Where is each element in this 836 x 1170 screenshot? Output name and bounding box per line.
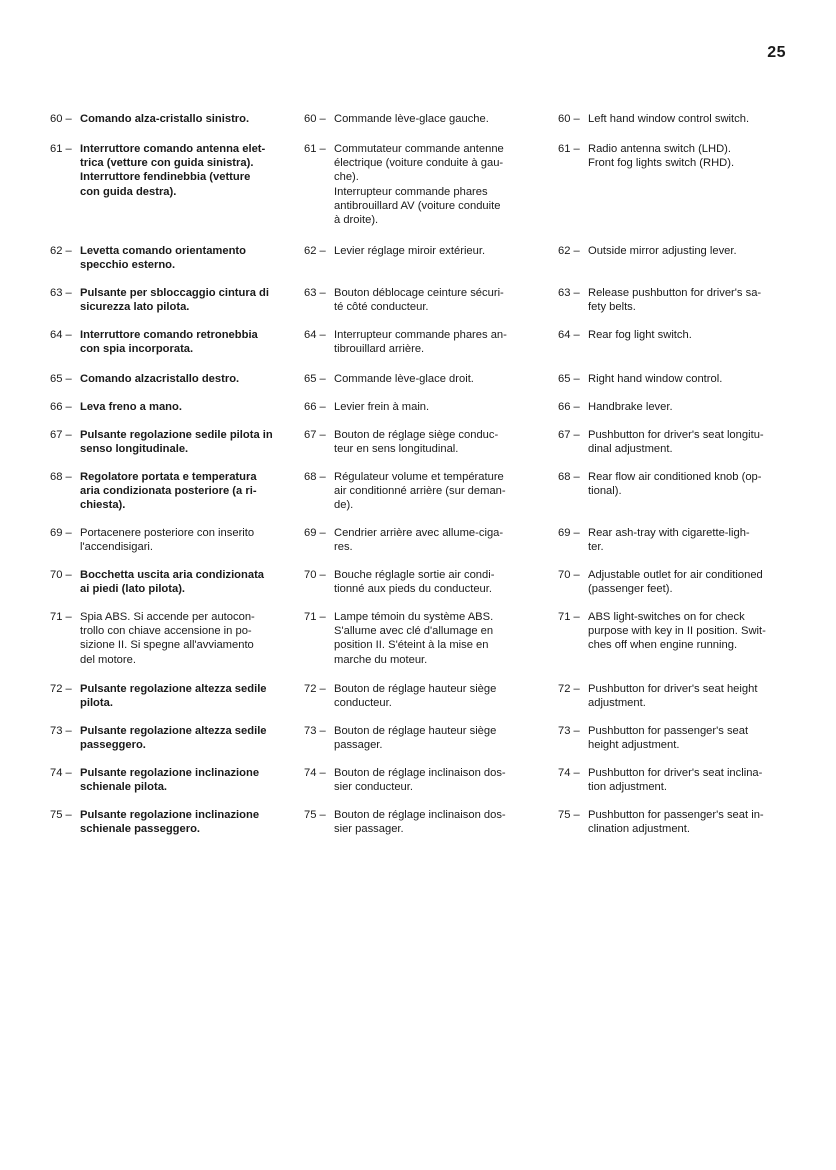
- item-number: 70 –: [558, 569, 580, 581]
- italian-legend-item: [50, 610, 278, 667]
- italian-legend-item: [50, 142, 278, 199]
- item-number: 70 –: [50, 569, 72, 581]
- item-number: 61 –: [50, 143, 72, 155]
- item-description: Portacenere posteriore con inserito l'accendisigari.: [80, 527, 255, 554]
- item-description: Bouton déblocage ceinture sécuri- té côté conducteur.: [334, 287, 504, 314]
- item-description: Pulsante regolazione sedile pilota in senso longitudinale.: [80, 429, 273, 456]
- item-number: 75 –: [558, 809, 580, 821]
- item-description: Cendrier arrière avec allume-ciga- res.: [334, 527, 504, 554]
- item-number: 62 –: [50, 245, 72, 257]
- french-legend-item: [304, 610, 532, 667]
- item-description: Regolatore portata e temperatura aria condizionata posteriore (a ri- chiesta).: [80, 471, 257, 512]
- item-number: 73 –: [558, 725, 580, 737]
- item-number: 74 –: [558, 767, 580, 779]
- item-number: 72 –: [558, 683, 580, 695]
- item-description: Comando alza-cristallo sinistro.: [80, 113, 250, 125]
- item-description: Adjustable outlet for air conditioned (passenger feet).: [588, 569, 763, 596]
- item-description: Interruttore comando antenna elet- trica (vetture con guida sinistra). Interruttore fendinebbia (vetture con guida destra).: [80, 143, 266, 198]
- item-description: Rear ash-tray with cigarette-ligh- ter.: [588, 527, 750, 554]
- english-legend-item: [558, 470, 790, 498]
- item-number: 69 –: [558, 527, 580, 539]
- item-description: Commutateur commande antenne électrique (voiture conduite à gau- che). Interrupteur commande phares antibrouillard AV (voiture conduite à droite).: [334, 143, 504, 227]
- english-legend-item: [558, 724, 790, 752]
- italian-legend-item: [50, 400, 278, 414]
- item-description: Pulsante regolazione altezza sedile passeggero.: [80, 725, 267, 752]
- item-description: Bouton de réglage siège conduc- teur en sens longitudinal.: [334, 429, 499, 456]
- item-number: 71 –: [558, 611, 580, 623]
- item-number: 74 –: [304, 767, 326, 779]
- item-number: 65 –: [304, 373, 326, 385]
- item-number: 62 –: [558, 245, 580, 257]
- item-description: Pushbutton for driver's seat longitu- dinal adjustment.: [588, 429, 764, 456]
- item-number: 65 –: [558, 373, 580, 385]
- item-description: Right hand window control.: [588, 373, 723, 385]
- item-number: 71 –: [304, 611, 326, 623]
- item-number: 66 –: [558, 401, 580, 413]
- italian-legend-item: [50, 766, 278, 794]
- english-legend-item: [558, 610, 790, 653]
- item-number: 60 –: [558, 113, 580, 125]
- item-description: Interruttore comando retronebbia con spia incorporata.: [80, 329, 258, 356]
- item-description: Release pushbutton for driver's sa- fety belts.: [588, 287, 762, 314]
- french-legend-item: [304, 328, 532, 356]
- item-description: Lampe témoin du système ABS. S'allume avec clé d'allumage en position II. S'éteint à la mise en marche du moteur.: [334, 611, 494, 666]
- french-legend-item: [304, 142, 532, 227]
- french-legend-item: [304, 112, 532, 126]
- item-number: 74 –: [50, 767, 72, 779]
- item-number: 66 –: [50, 401, 72, 413]
- item-number: 69 –: [304, 527, 326, 539]
- item-number: 61 –: [304, 143, 326, 155]
- item-description: Bouche réglagle sortie air condi- tionné aux pieds du conducteur.: [334, 569, 495, 596]
- item-number: 60 –: [50, 113, 72, 125]
- item-description: Pushbutton for driver's seat inclina- tion adjustment.: [588, 767, 763, 794]
- item-description: Pulsante regolazione altezza sedile pilota.: [80, 683, 267, 710]
- english-legend-item: [558, 400, 790, 414]
- item-number: 71 –: [50, 611, 72, 623]
- french-legend-item: [304, 428, 532, 456]
- french-legend-item: [304, 808, 532, 836]
- item-description: Pushbutton for passenger's seat height adjustment.: [588, 725, 749, 752]
- item-number: 75 –: [50, 809, 72, 821]
- item-description: Bouton de réglage inclinaison dos- sier passager.: [334, 809, 506, 836]
- item-description: Levier réglage miroir extérieur.: [334, 245, 486, 257]
- italian-legend-item: [50, 112, 278, 126]
- item-description: Rear flow air conditioned knob (op- tional).: [588, 471, 762, 498]
- italian-legend-item: [50, 724, 278, 752]
- item-description: Radio antenna switch (LHD). Front fog lights switch (RHD).: [588, 143, 735, 170]
- item-number: 61 –: [558, 143, 580, 155]
- english-legend-item: [558, 526, 790, 554]
- english-legend-item: [558, 112, 790, 126]
- italian-legend-item: [50, 428, 278, 456]
- item-description: Pushbutton for passenger's seat in- clination adjustment.: [588, 809, 764, 836]
- item-description: Bocchetta uscita aria condizionata ai piedi (lato pilota).: [80, 569, 265, 596]
- item-number: 68 –: [558, 471, 580, 483]
- italian-legend-item: [50, 470, 278, 513]
- italian-legend-item: [50, 244, 278, 272]
- item-number: 72 –: [304, 683, 326, 695]
- page-number: 25: [767, 44, 786, 61]
- italian-legend-item: [50, 286, 278, 314]
- item-description: Levier frein à main.: [334, 401, 430, 413]
- item-number: 68 –: [304, 471, 326, 483]
- italian-legend-item: [50, 568, 278, 596]
- french-legend-item: [304, 526, 532, 554]
- item-description: Levetta comando orientamento specchio esterno.: [80, 245, 246, 272]
- french-legend-item: [304, 766, 532, 794]
- french-legend-item: [304, 244, 532, 258]
- french-legend-item: [304, 400, 532, 414]
- item-number: 65 –: [50, 373, 72, 385]
- item-description: Left hand window control switch.: [588, 113, 750, 125]
- item-description: Pulsante per sbloccaggio cintura di sicurezza lato pilota.: [80, 287, 269, 314]
- legend-columns: [50, 112, 790, 1012]
- italian-legend-item: [50, 682, 278, 710]
- french-legend-item: [304, 724, 532, 752]
- italian-legend-item: [50, 526, 278, 554]
- item-number: 67 –: [50, 429, 72, 441]
- item-description: Bouton de réglage hauteur siège passager.: [334, 725, 497, 752]
- item-number: 67 –: [304, 429, 326, 441]
- item-number: 68 –: [50, 471, 72, 483]
- item-number: 73 –: [50, 725, 72, 737]
- item-description: Commande lève-glace gauche.: [334, 113, 489, 125]
- english-legend-item: [558, 142, 790, 170]
- item-number: 67 –: [558, 429, 580, 441]
- english-legend-item: [558, 286, 790, 314]
- english-legend-item: [558, 428, 790, 456]
- item-number: 70 –: [304, 569, 326, 581]
- item-description: ABS light-switches on for check purpose with key in II position. Swit- ches off when engine running.: [588, 611, 766, 652]
- french-legend-item: [304, 682, 532, 710]
- item-description: Régulateur volume et température air conditionné arrière (sur deman- de).: [334, 471, 506, 512]
- item-number: 64 –: [50, 329, 72, 341]
- item-number: 72 –: [50, 683, 72, 695]
- italian-legend-item: [50, 372, 278, 386]
- item-number: 63 –: [50, 287, 72, 299]
- item-number: 75 –: [304, 809, 326, 821]
- item-number: 64 –: [304, 329, 326, 341]
- english-legend-item: [558, 766, 790, 794]
- item-description: Spia ABS. Si accende per autocon- trollo con chiave accensione in po- sizione II. Si spegne all'avviamento del motore.: [80, 611, 255, 666]
- italian-legend-item: [50, 328, 278, 356]
- french-legend-item: [304, 286, 532, 314]
- italian-legend-item: [50, 808, 278, 836]
- english-legend-item: [558, 682, 790, 710]
- french-legend-item: [304, 470, 532, 513]
- french-legend-item: [304, 372, 532, 386]
- item-number: 66 –: [304, 401, 326, 413]
- item-description: Handbrake lever.: [588, 401, 673, 413]
- item-description: Interrupteur commande phares an- tibrouillard arrière.: [334, 329, 507, 356]
- item-number: 63 –: [558, 287, 580, 299]
- item-description: Pulsante regolazione inclinazione schienale pilota.: [80, 767, 260, 794]
- item-number: 69 –: [50, 527, 72, 539]
- item-description: Rear fog light switch.: [588, 329, 692, 341]
- item-description: Pushbutton for driver's seat height adjustment.: [588, 683, 758, 710]
- english-legend-item: [558, 568, 790, 596]
- item-description: Outside mirror adjusting lever.: [588, 245, 737, 257]
- item-number: 64 –: [558, 329, 580, 341]
- item-description: Commande lève-glace droit.: [334, 373, 474, 385]
- item-description: Bouton de réglage hauteur siège conducteur.: [334, 683, 497, 710]
- english-legend-item: [558, 244, 790, 258]
- item-number: 63 –: [304, 287, 326, 299]
- item-number: 60 –: [304, 113, 326, 125]
- item-number: 62 –: [304, 245, 326, 257]
- english-legend-item: [558, 328, 790, 342]
- item-description: Bouton de réglage inclinaison dos- sier conducteur.: [334, 767, 506, 794]
- item-number: 73 –: [304, 725, 326, 737]
- english-legend-item: [558, 372, 790, 386]
- item-description: Leva freno a mano.: [80, 401, 182, 413]
- item-description: Comando alzacristallo destro.: [80, 373, 240, 385]
- english-legend-item: [558, 808, 790, 836]
- french-legend-item: [304, 568, 532, 596]
- item-description: Pulsante regolazione inclinazione schienale passeggero.: [80, 809, 260, 836]
